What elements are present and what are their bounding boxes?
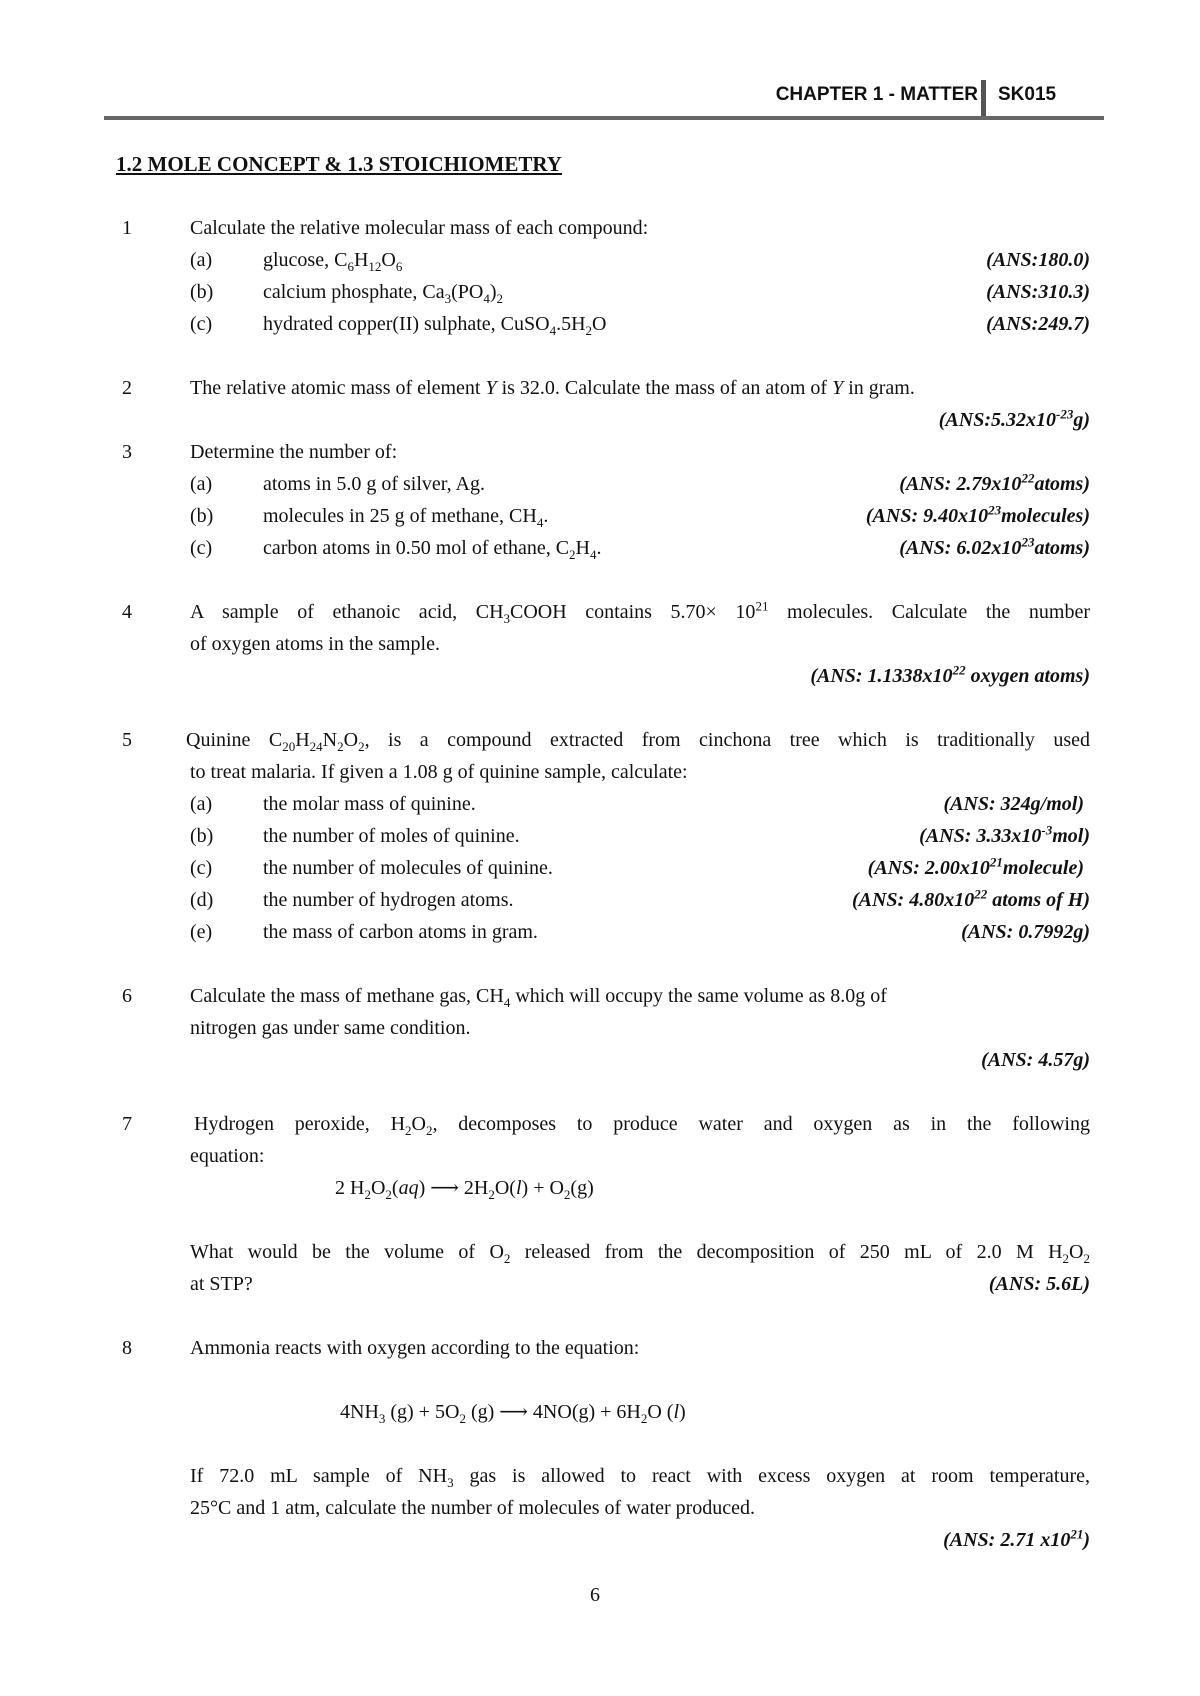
question-text: of oxygen atoms in the sample.: [190, 633, 440, 655]
answer: (ANS: 2.71 $x10^{21}$): [943, 1526, 1090, 1551]
question-text: Determine the number of:: [190, 441, 398, 463]
answer: (ANS: 4.57g): [981, 1049, 1090, 1071]
item-text: carbon atoms in 0.50 mol of ethane, $C_2H_4$.: [263, 537, 602, 562]
answer: (ANS: $6.02x10^{23}atoms$): [899, 534, 1090, 559]
item-label: (c): [190, 537, 213, 559]
question-number: 3: [122, 441, 132, 463]
answer: (ANS: $2.00x10^{21}molecule$): [867, 854, 1084, 879]
question-text: If 72.0 mL sample of $NH_3$ gas is allowed to react with excess oxygen at room temperature,: [190, 1465, 1090, 1490]
question-text: Calculate the mass of methane gas, $CH_4$ which will occupy the same volume as 8.0g of: [190, 985, 887, 1010]
running-header: [104, 84, 1104, 114]
item-text: glucose, $C_6H_{12}O_6$: [263, 249, 403, 274]
question-number: 2: [122, 377, 132, 399]
item-label: (c): [190, 857, 213, 879]
header-rule: [104, 116, 1104, 120]
question-text: The relative atomic mass of element Y is 32.0. Calculate the mass of an atom of Y in gram.: [190, 377, 915, 399]
page-number: 6: [590, 1584, 600, 1606]
answer: (ANS: 0.7992g): [961, 921, 1090, 943]
item-label: (c): [190, 313, 213, 335]
answer: (ANS: $1.1338x10^{22}$ oxygen atoms): [810, 662, 1090, 687]
course-code: SK015: [998, 84, 1057, 105]
section-title: 1.2 MOLE CONCEPT & 1.3 STOICHIOMETRY: [116, 152, 562, 176]
item-label: (a): [190, 473, 213, 495]
question-text: Calculate the relative molecular mass of each compound:: [190, 217, 649, 239]
question-text: at STP?: [190, 1273, 253, 1295]
question-text: Hydrogen peroxide, $H_2O_2$, decomposes to produce water and oxygen as in the following: [194, 1113, 1090, 1138]
answer: (ANS: $3.33x10^{-3}mol$): [919, 822, 1090, 847]
answer: $(ANS:5.32x10^{-23}g)$: [938, 406, 1090, 431]
answer: (ANS: $2.79x10^{22}atoms$): [899, 470, 1090, 495]
chemical-equation: 2 $H_2O_2(aq)$ ⟶ $2H_2O(l) + O_2(g)$: [335, 1177, 594, 1202]
question-number: 7: [122, 1113, 132, 1135]
item-label: (d): [190, 889, 214, 911]
question-text: Ammonia reacts with oxygen according to the equation:: [190, 1337, 640, 1359]
question-text: 25°C and 1 atm, calculate the number of molecules of water produced.: [190, 1497, 756, 1519]
item-text: calcium phosphate, $Ca_3(PO_4)_2$: [263, 281, 504, 306]
item-label: (b): [190, 281, 214, 303]
item-label: (a): [190, 249, 213, 271]
question-number: 8: [122, 1337, 132, 1359]
question-text: to treat malaria. If given a 1.08 g of quinine sample, calculate:: [190, 761, 688, 783]
answer: (ANS:249.7): [986, 313, 1090, 335]
answer: (ANS:180.0): [986, 249, 1090, 271]
question-text: What would be the volume of $O_2$ released from the decomposition of 250 mL of 2.0 M $H_2O_2$: [190, 1241, 1090, 1266]
question-text: equation:: [190, 1145, 265, 1167]
item-text: atoms in 5.0 g of silver, Ag.: [263, 473, 485, 495]
question-number: 5: [122, 729, 132, 751]
item-text: the mass of carbon atoms in gram.: [263, 921, 538, 943]
answer: (ANS: $4.80x10^{22}$ atoms of H): [851, 886, 1090, 911]
question-number: 1: [122, 217, 132, 239]
item-text: the number of hydrogen atoms.: [263, 889, 514, 911]
item-label: (a): [190, 793, 213, 815]
item-text: molecules in 25 g of methane, $CH_4$.: [263, 505, 549, 530]
question-text: A sample of ethanoic acid, $CH_3COOH$ contains $5.70\times 10^{21}$ molecules. Calculate the number: [190, 598, 1090, 626]
answer: (ANS:310.3): [986, 281, 1090, 303]
chapter-title: CHAPTER 1 - MATTER: [775, 84, 978, 105]
question-text: nitrogen gas under same condition.: [190, 1017, 471, 1039]
answer: (ANS: 5.6L): [988, 1273, 1090, 1295]
item-label: (b): [190, 825, 214, 847]
answer: (ANS: $9.40x10^{23}molecules$): [865, 502, 1090, 527]
chemical-equation: $4NH_3$ $(g) + 5O_2$ (g) ⟶ $4NO(g) + 6H_2O$ (l): [340, 1401, 686, 1426]
item-label: (e): [190, 921, 213, 943]
answer: (ANS: 324g/mol): [943, 793, 1084, 815]
item-text: the number of moles of quinine.: [263, 825, 520, 847]
item-text: the number of molecules of quinine.: [263, 857, 553, 879]
item-text: the molar mass of quinine.: [263, 793, 476, 815]
question-text: Quinine $C_{20}H_{24}N_2O_2$, is a compound extracted from cinchona tree which is traditionally used: [186, 729, 1090, 754]
item-text: hydrated copper(II) sulphate, $CuSO_4.5H_2O$: [263, 313, 607, 338]
item-label: (b): [190, 505, 214, 527]
header-divider: [981, 80, 986, 116]
question-number: 6: [122, 985, 132, 1007]
question-number: 4: [122, 601, 132, 623]
